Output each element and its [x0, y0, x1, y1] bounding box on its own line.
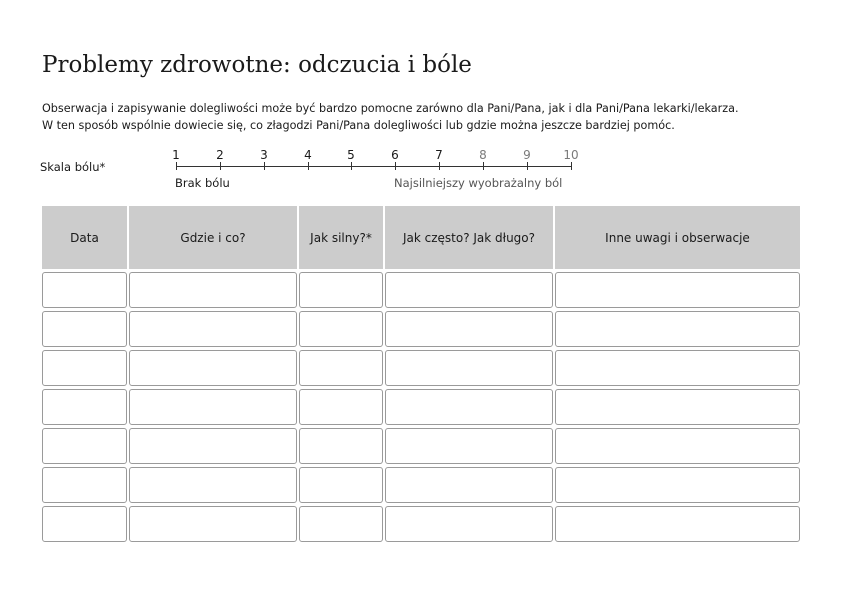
date-cell[interactable]	[42, 272, 127, 308]
notes-cell[interactable]	[555, 428, 800, 464]
intro-line: W ten sposób wspólnie dowiecie się, co złagodzi Pani/Pana dolegliwości lub gdzie można jeszcze bardziej pomóc.	[42, 119, 675, 132]
where-what-cell[interactable]	[129, 428, 297, 464]
where-what-cell[interactable]	[129, 389, 297, 425]
frequency-duration-cell[interactable]	[385, 272, 553, 308]
pain-scale-tick	[439, 162, 440, 170]
pain-scale-number: 5	[347, 148, 355, 162]
pain-scale-tick	[483, 162, 484, 170]
frequency-duration-cell[interactable]	[385, 350, 553, 386]
table-row	[42, 506, 800, 542]
page-title: Problemy zdrowotne: odczucia i bóle	[42, 52, 472, 78]
table-row	[42, 350, 800, 386]
intro-line: Obserwacja i zapisywanie dolegliwości może być bardzo pomocne zarówno dla Pani/Pana, jak i dla Pani/Pana lekarki/lekarza.	[42, 102, 739, 115]
pain-scale-line	[176, 166, 571, 167]
pain-scale-number: 1	[172, 148, 180, 162]
pain-scale-tick	[351, 162, 352, 170]
pain-scale-max-label: Najsilniejszy wyobrażalny ból	[394, 176, 563, 190]
pain-scale-min-label: Brak bólu	[175, 176, 230, 190]
header-date: Data	[42, 206, 127, 269]
pain-scale-tick	[527, 162, 528, 170]
intensity-cell[interactable]	[299, 311, 383, 347]
header-notes: Inne uwagi i obserwacje	[555, 206, 800, 269]
pain-scale	[170, 146, 580, 194]
notes-cell[interactable]	[555, 350, 800, 386]
date-cell[interactable]	[42, 389, 127, 425]
header-frequency-duration: Jak często? Jak długo?	[385, 206, 553, 269]
notes-cell[interactable]	[555, 272, 800, 308]
pain-scale-tick	[571, 162, 572, 170]
pain-scale-number: 10	[563, 148, 579, 162]
pain-scale-tick	[308, 162, 309, 170]
intensity-cell[interactable]	[299, 350, 383, 386]
intensity-cell[interactable]	[299, 428, 383, 464]
frequency-duration-cell[interactable]	[385, 389, 553, 425]
where-what-cell[interactable]	[129, 467, 297, 503]
intensity-cell[interactable]	[299, 389, 383, 425]
pain-scale-tick	[395, 162, 396, 170]
intensity-cell[interactable]	[299, 506, 383, 542]
table-row	[42, 467, 800, 503]
pain-scale-tick	[176, 162, 177, 170]
intro-text	[42, 100, 832, 134]
frequency-duration-cell[interactable]	[385, 506, 553, 542]
frequency-duration-cell[interactable]	[385, 311, 553, 347]
header-where-what: Gdzie i co?	[129, 206, 297, 269]
pain-scale-number: 9	[523, 148, 531, 162]
pain-scale-number: 2	[216, 148, 224, 162]
table-row	[42, 428, 800, 464]
table-row	[42, 311, 800, 347]
frequency-duration-cell[interactable]	[385, 428, 553, 464]
pain-scale-tick	[264, 162, 265, 170]
notes-cell[interactable]	[555, 389, 800, 425]
table-row	[42, 389, 800, 425]
pain-scale-label: Skala bólu*	[40, 160, 106, 174]
pain-scale-number: 7	[435, 148, 443, 162]
date-cell[interactable]	[42, 311, 127, 347]
intensity-cell[interactable]	[299, 272, 383, 308]
pain-scale-number: 6	[391, 148, 399, 162]
intensity-cell[interactable]	[299, 467, 383, 503]
pain-scale-number: 3	[260, 148, 268, 162]
date-cell[interactable]	[42, 350, 127, 386]
pain-log-table	[42, 206, 800, 542]
date-cell[interactable]	[42, 428, 127, 464]
date-cell[interactable]	[42, 467, 127, 503]
pain-scale-number: 8	[479, 148, 487, 162]
date-cell[interactable]	[42, 506, 127, 542]
table-header-row	[42, 206, 800, 269]
where-what-cell[interactable]	[129, 506, 297, 542]
notes-cell[interactable]	[555, 311, 800, 347]
notes-cell[interactable]	[555, 506, 800, 542]
where-what-cell[interactable]	[129, 311, 297, 347]
header-intensity: Jak silny?*	[299, 206, 383, 269]
where-what-cell[interactable]	[129, 272, 297, 308]
pain-scale-number: 4	[304, 148, 312, 162]
frequency-duration-cell[interactable]	[385, 467, 553, 503]
where-what-cell[interactable]	[129, 350, 297, 386]
notes-cell[interactable]	[555, 467, 800, 503]
pain-scale-tick	[220, 162, 221, 170]
table-row	[42, 272, 800, 308]
table-body	[42, 272, 800, 542]
